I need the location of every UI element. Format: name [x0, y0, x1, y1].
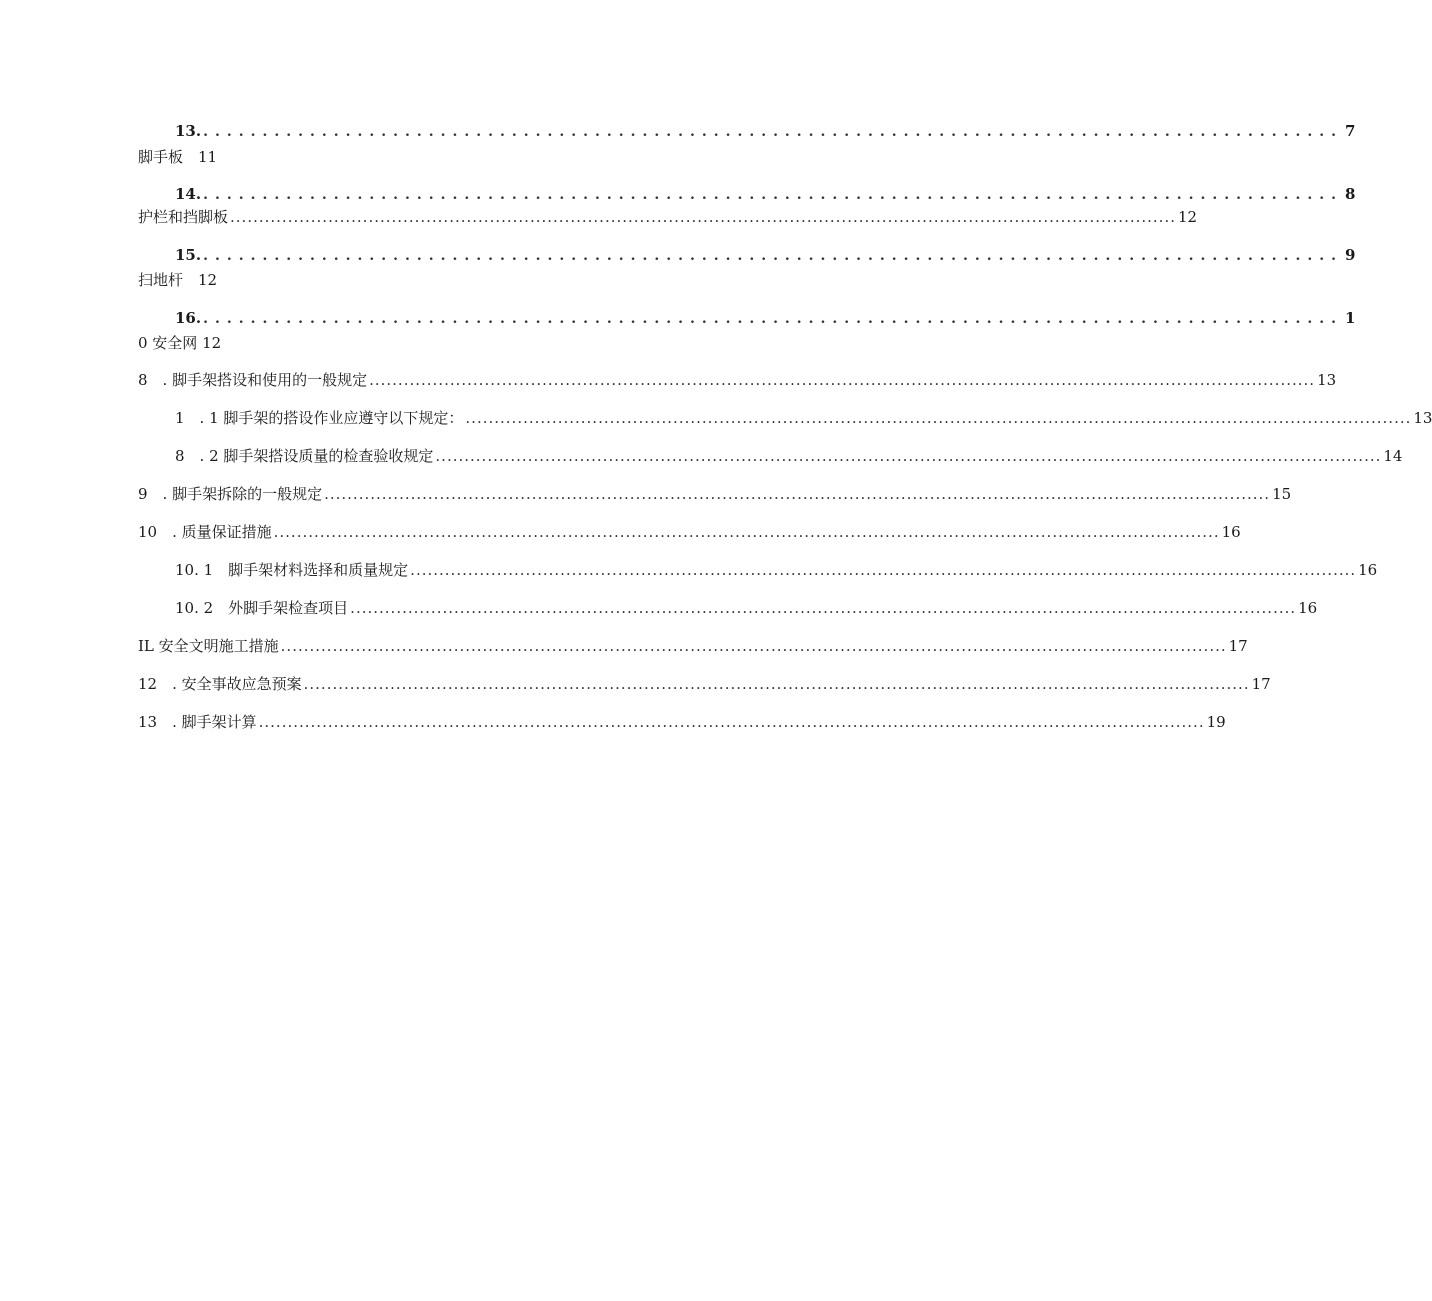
toc-leader-dots: ....................................................................................................................................................................: [303, 675, 1250, 693]
toc-entry-page: 14: [1383, 447, 1403, 465]
toc-entry-label: 14.: [175, 185, 202, 203]
toc-leader-dots: ................................................................................................: [203, 311, 1344, 327]
toc-entry-page: 16: [1221, 523, 1241, 541]
toc-entry[interactable]: [138, 207, 1198, 227]
toc-entry[interactable]: [175, 121, 1356, 142]
toc-entry-page: 16: [1298, 599, 1318, 617]
toc-entry-label: 护栏和挡脚板: [138, 208, 229, 226]
toc-entry[interactable]: [138, 712, 1226, 732]
toc-entry-continuation: 0 安全网 12: [138, 334, 222, 352]
toc-entry-label: IL 安全文明施工措施: [138, 637, 279, 655]
toc-leader-dots: ....................................................................................................................................................................: [369, 371, 1316, 389]
toc-leader-dots: ....................................................................................................................................................................: [230, 208, 1176, 226]
toc-entry-label: 15.: [175, 246, 202, 264]
toc-entry-page: 17: [1228, 637, 1248, 655]
toc-entry-page: 15: [1272, 485, 1292, 503]
toc-entry-label: 8 . 2 脚手架搭设质量的检查验收规定: [175, 447, 434, 465]
toc-entry[interactable]: [138, 636, 1248, 656]
toc-entry[interactable]: [175, 598, 1318, 618]
toc-entry[interactable]: [138, 484, 1292, 504]
toc-entry-label: 12 . 安全事故应急预案: [138, 675, 302, 693]
toc-leader-dots: ................................................................................................: [203, 124, 1344, 140]
toc-entry-page: 13: [1317, 371, 1337, 389]
toc-leader-dots: ....................................................................................................................................................................: [280, 637, 1227, 655]
toc-entry-continuation: 脚手板 11: [138, 148, 218, 166]
toc-entry[interactable]: [138, 674, 1271, 694]
toc-entry-page: 1: [1345, 309, 1356, 327]
toc-entry[interactable]: [175, 308, 1356, 329]
toc-leader-dots: ....................................................................................................................................................................: [410, 561, 1357, 579]
toc-leader-dots: ....................................................................................................................................................................: [273, 523, 1220, 541]
toc-entry-page: 7: [1345, 122, 1356, 140]
toc-entry[interactable]: [175, 245, 1356, 266]
toc-entry-page: 16: [1358, 561, 1378, 579]
toc-entry[interactable]: [175, 560, 1378, 580]
toc-leader-dots: ................................................................................................: [203, 248, 1344, 264]
toc-entry-label: 8 . 脚手架搭设和使用的一般规定: [138, 371, 368, 389]
toc-entry-label: 9 . 脚手架拆除的一般规定: [138, 485, 323, 503]
toc-entry-page: 9: [1345, 246, 1356, 264]
toc-entry[interactable]: [175, 408, 1432, 428]
toc-entry-continuation: 扫地杆 12: [138, 271, 218, 289]
toc-entry-label: 10. 2 外脚手架检查项目: [175, 599, 349, 617]
toc-leader-dots: ....................................................................................................................................................................: [350, 599, 1297, 617]
toc-leader-dots: ....................................................................................................................................................................: [324, 485, 1271, 503]
toc-entry-page: 13: [1413, 409, 1432, 427]
toc-entry[interactable]: [138, 522, 1241, 542]
toc-entry-page: 19: [1206, 713, 1226, 731]
toc-entry-page: 8: [1345, 185, 1356, 203]
toc-entry[interactable]: [138, 370, 1337, 390]
toc-entry-label: 10. 1 脚手架材料选择和质量规定: [175, 561, 409, 579]
toc-entry-page: 12: [1177, 208, 1198, 226]
toc-leader-dots: ....................................................................................................................................................................: [465, 409, 1412, 427]
toc-entry-label: 13.: [175, 122, 202, 140]
toc-entry-page: 17: [1251, 675, 1271, 693]
toc-entry-label: 16.: [175, 309, 202, 327]
toc-entry-label: 1 . 1 脚手架的搭设作业应遵守以下规定：: [175, 409, 464, 427]
toc-entry-label: 10 . 质量保证措施: [138, 523, 272, 541]
toc-leader-dots: ................................................................................................: [203, 187, 1344, 203]
toc-leader-dots: ....................................................................................................................................................................: [258, 713, 1205, 731]
toc-entry[interactable]: [175, 184, 1356, 205]
toc-leader-dots: ....................................................................................................................................................................: [435, 447, 1382, 465]
toc-entry[interactable]: [175, 446, 1403, 466]
toc-entry-label: 13 . 脚手架计算: [138, 713, 257, 731]
